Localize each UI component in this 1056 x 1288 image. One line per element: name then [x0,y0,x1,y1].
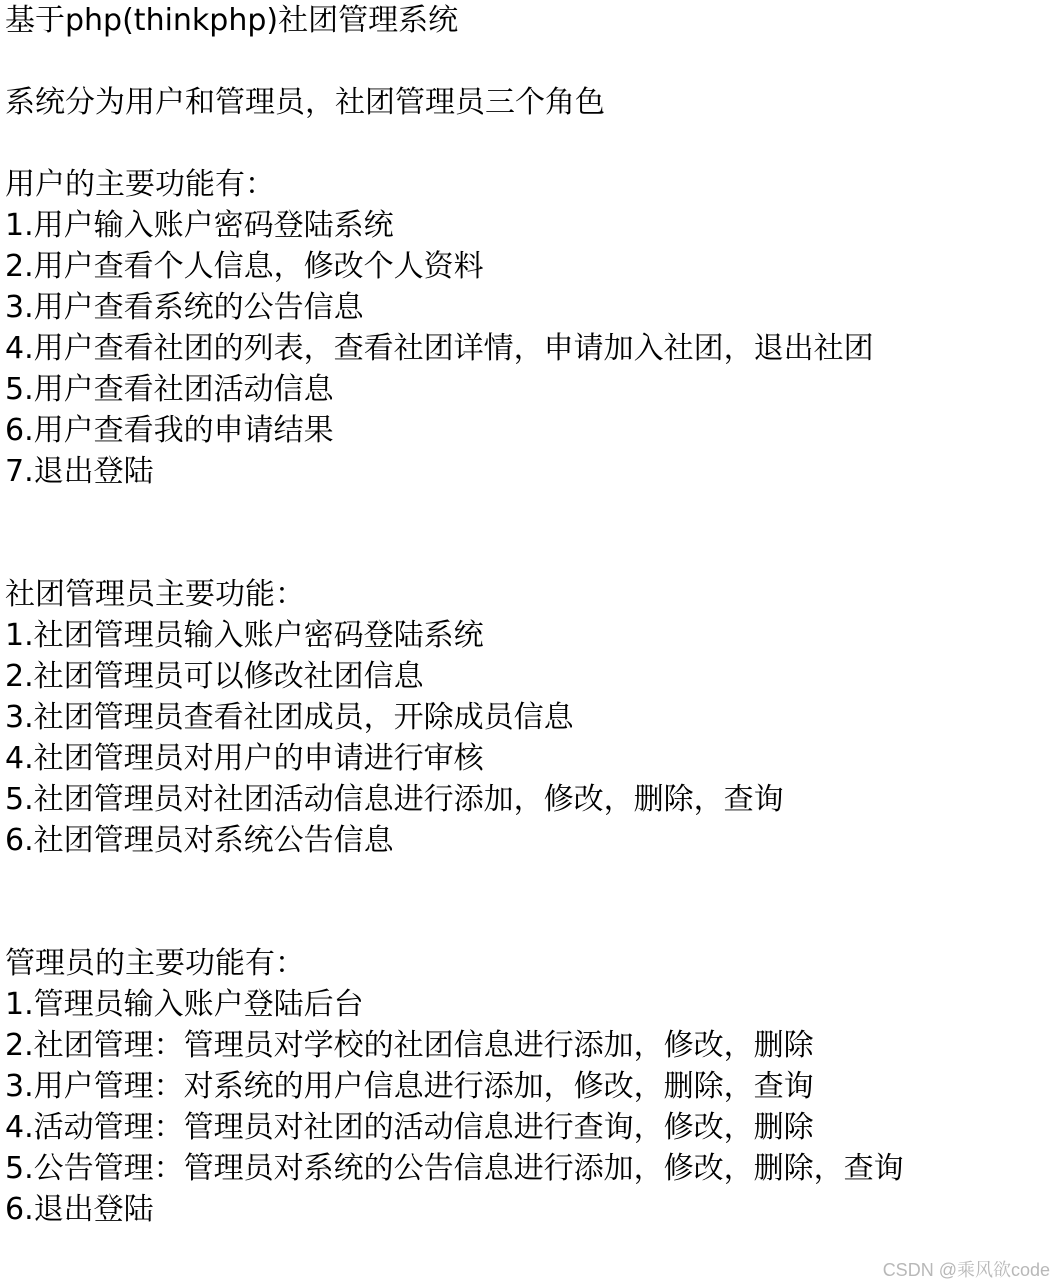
list-item: 5.社团管理员对社团活动信息进行添加，修改，删除，查询 [5,782,784,817]
spacer [5,861,1045,943]
intro-text: 系统分为用户和管理员，社团管理员三个角色 [5,85,605,120]
list-item: 6.社团管理员对系统公告信息 [5,823,394,858]
list-item: 4.活动管理：管理员对社团的活动信息进行查询，修改，删除 [5,1110,814,1145]
csdn-watermark: CSDN @乘风欲code [882,1260,1050,1280]
admin-section [5,943,1045,1230]
list-item: 1.社团管理员输入账户密码登陆系统 [5,618,484,653]
spacer [5,123,1045,164]
list-item: 3.用户查看系统的公告信息 [5,290,364,325]
section-heading: 用户的主要功能有： [5,167,275,202]
spacer [5,41,1045,82]
user-section [5,164,1045,492]
list-item: 2.社团管理员可以修改社团信息 [5,659,424,694]
document-body [5,0,1045,1230]
list-item: 6.用户查看我的申请结果 [5,413,334,448]
list-item: 3.社团管理员查看社团成员，开除成员信息 [5,700,574,735]
list-item: 2.社团管理：管理员对学校的社团信息进行添加，修改，删除 [5,1028,814,1063]
section-heading: 管理员的主要功能有： [5,946,305,981]
list-item: 3.用户管理：对系统的用户信息进行添加，修改，删除，查询 [5,1069,814,1104]
list-item: 4.社团管理员对用户的申请进行审核 [5,741,484,776]
document-title: 基于php(thinkphp)社团管理系统 [5,3,459,38]
list-item: 6.退出登陆 [5,1192,154,1227]
list-item: 1.管理员输入账户登陆后台 [5,987,364,1022]
list-item: 5.用户查看社团活动信息 [5,372,334,407]
list-item: 4.用户查看社团的列表，查看社团详情，申请加入社团，退出社团 [5,331,874,366]
club-admin-section [5,574,1045,861]
list-item: 1.用户输入账户密码登陆系统 [5,208,394,243]
spacer [5,492,1045,574]
list-item: 5.公告管理：管理员对系统的公告信息进行添加，修改，删除，查询 [5,1151,904,1186]
list-item: 7.退出登陆 [5,454,154,489]
section-heading: 社团管理员主要功能： [5,577,305,612]
list-item: 2.用户查看个人信息，修改个人资料 [5,249,484,284]
